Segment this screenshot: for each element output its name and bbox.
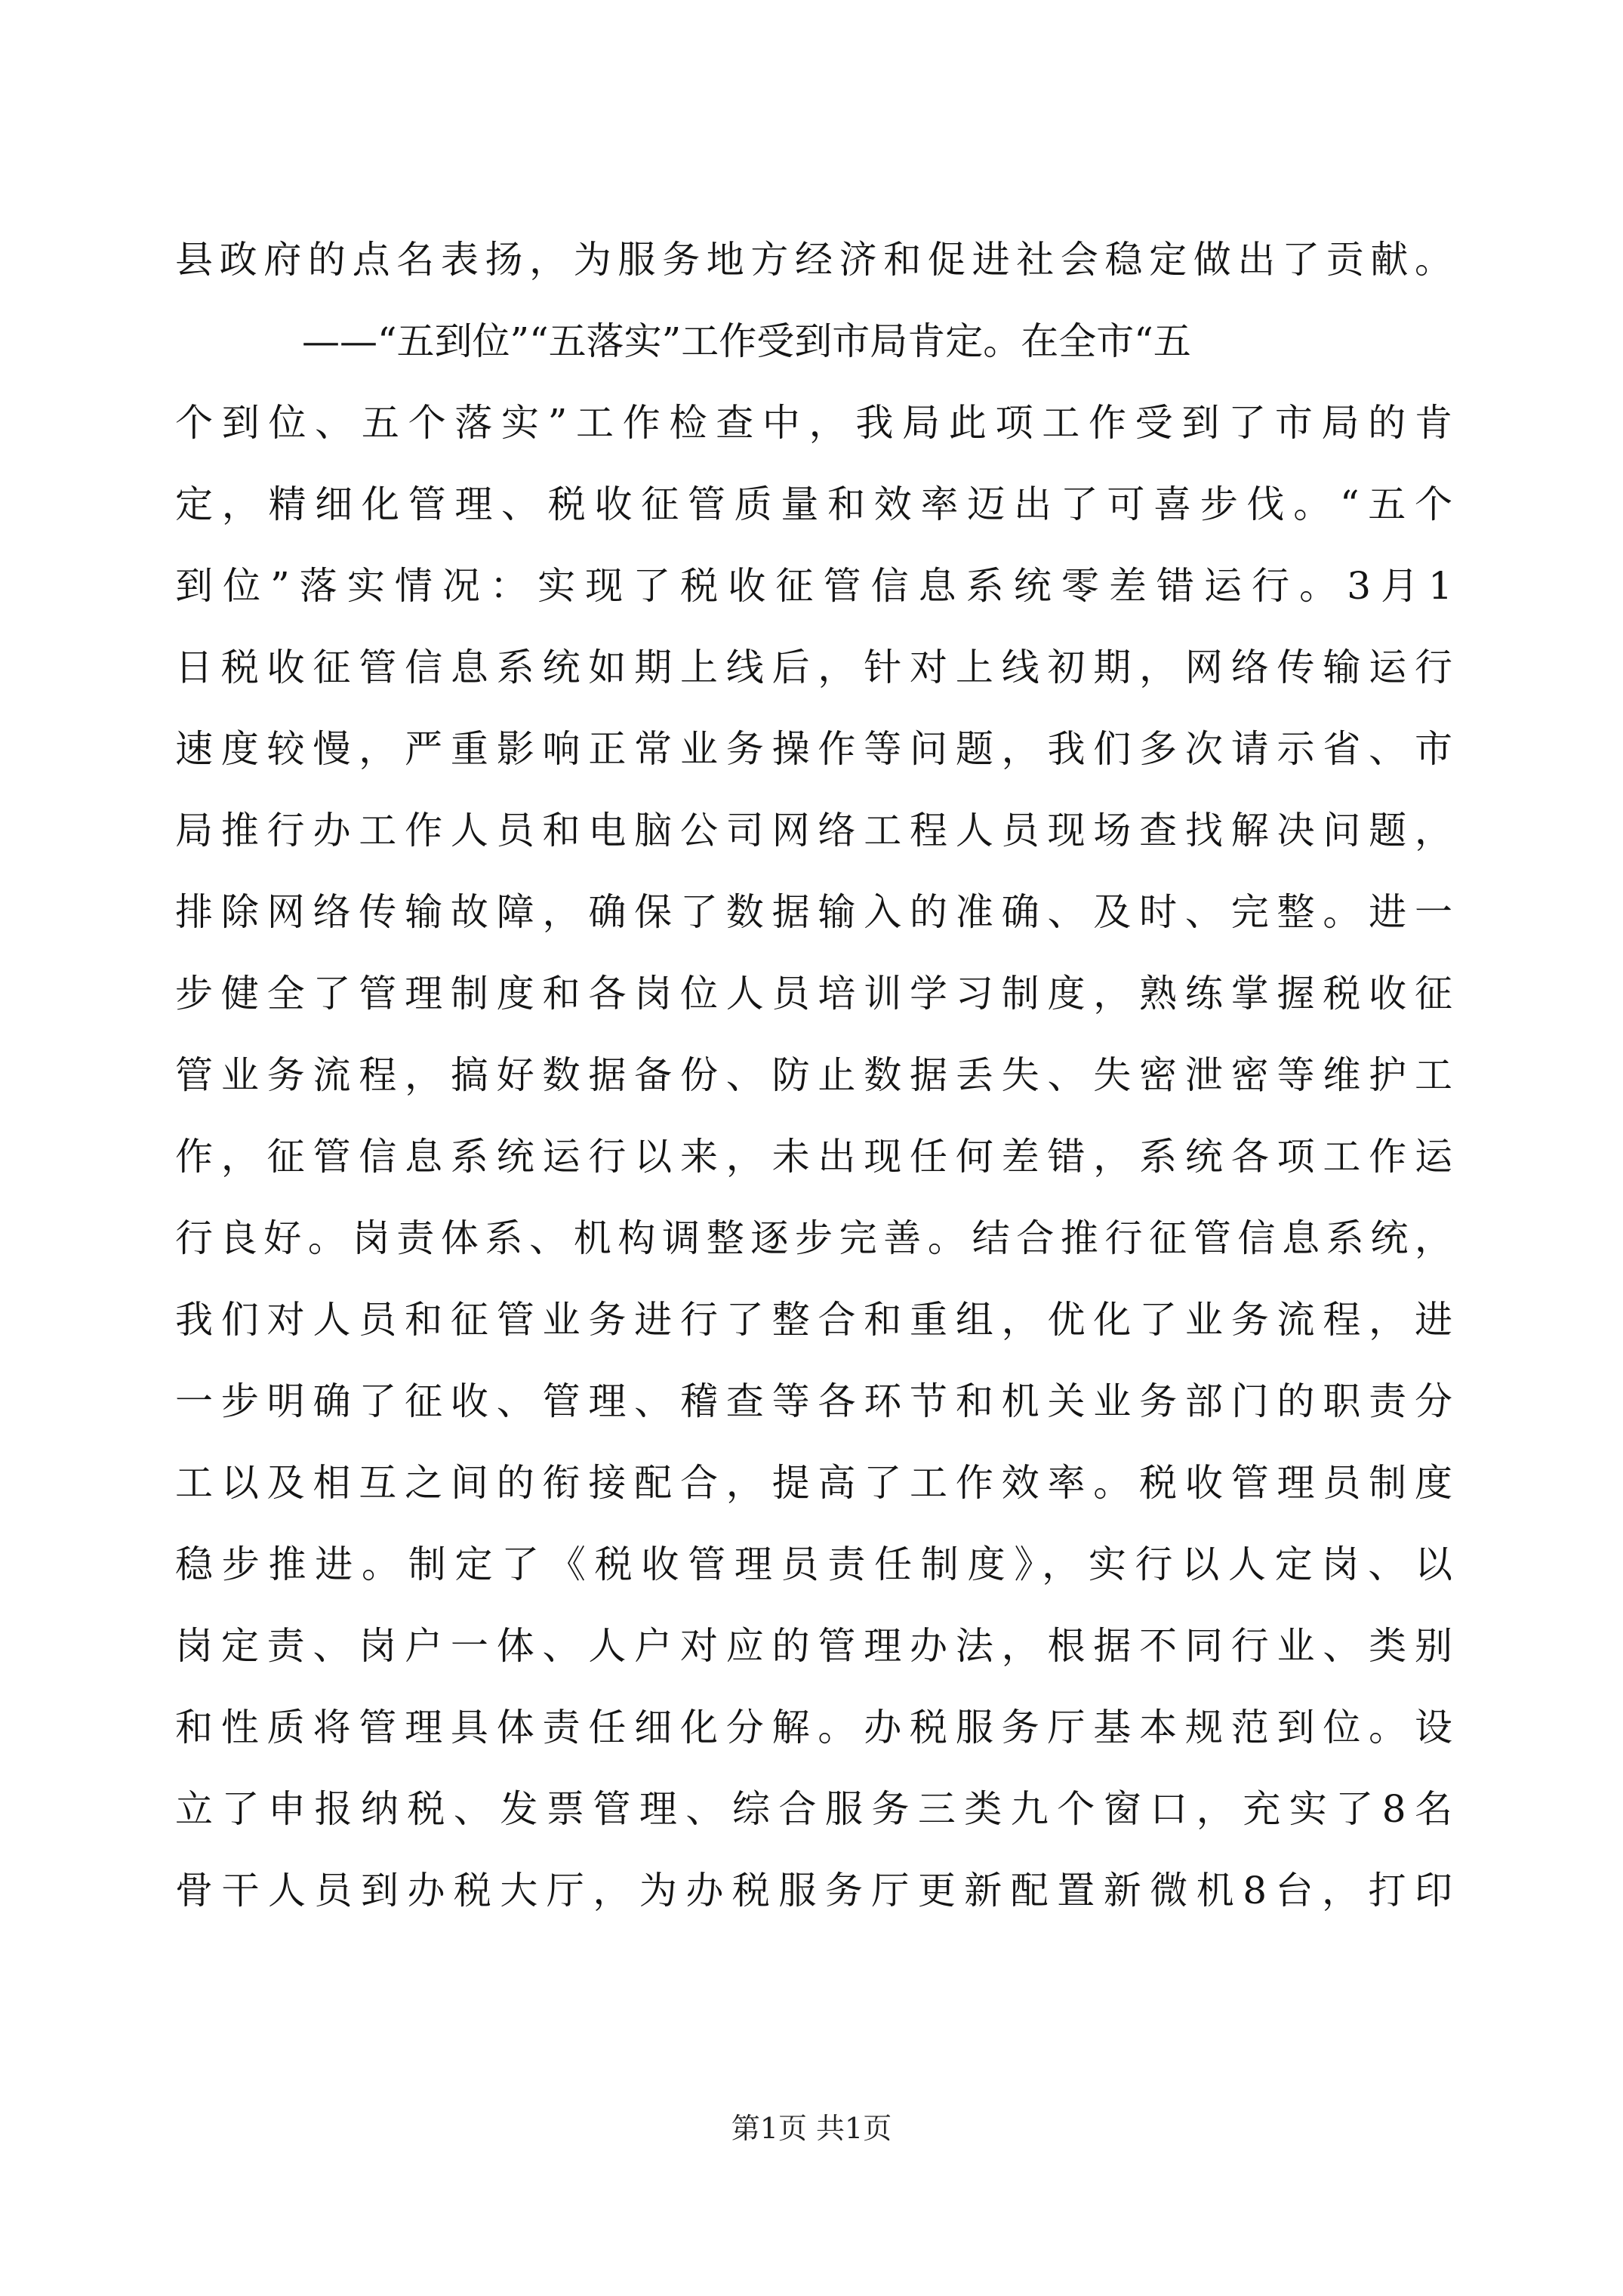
- text-line: 作，征管信息系统运行以来，未出现任何差错，系统各项工作运: [175, 1135, 1452, 1179]
- text-line: 管业务流程，搞好数据备份、防止数据丢失、失密泄密等维护工: [175, 1053, 1452, 1097]
- text-line: 个到位、五个落实”工作检查中，我局此项工作受到了市局的肯: [175, 401, 1452, 445]
- text-line: 步健全了管理制度和各岗位人员培训学习制度，熟练掌握税收征: [175, 972, 1452, 1015]
- text-line: 县政府的点名表扬，为服务地方经济和促进社会稳定做出了贡献。: [175, 238, 1452, 282]
- text-line: 定，精细化管理、税收征管质量和效率迈出了可喜步伐。“五个: [175, 482, 1452, 526]
- text-line: 岗定责、岗户一体、人户对应的管理办法，根据不同行业、类别: [175, 1624, 1452, 1668]
- text-line: 稳步推进。制定了《税收管理员责任制度》，实行以人定岗、以: [175, 1542, 1452, 1586]
- text-line: ——“五到位”“五落实”工作受到市局肯定。在全市“五: [302, 319, 1191, 363]
- text-line: 工以及相互之间的衔接配合，提高了工作效率。税收管理员制度: [175, 1461, 1452, 1505]
- page-number-footer: 第1页 共1页: [731, 2112, 892, 2145]
- text-line: 我们对人员和征管业务进行了整合和重组，优化了业务流程，进: [175, 1298, 1452, 1342]
- text-line: 和性质将管理具体责任细化分解。办税服务厅基本规范到位。设: [175, 1706, 1452, 1749]
- text-line: 行良好。岗责体系、机构调整逐步完善。结合推行征管信息系统，: [175, 1216, 1452, 1260]
- text-line: 一步明确了征收、管理、稽查等各环节和机关业务部门的职责分: [175, 1379, 1452, 1423]
- text-line: 骨干人员到办税大厅，为办税服务厅更新配置新微机8台，打印: [175, 1869, 1452, 1912]
- document-body: [175, 219, 1452, 1931]
- text-line: 日税收征管信息系统如期上线后，针对上线初期，网络传输运行: [175, 646, 1452, 689]
- text-line: 局推行办工作人员和电脑公司网络工程人员现场查找解决问题，: [175, 809, 1452, 852]
- text-line: 排除网络传输故障，确保了数据输入的准确、及时、完整。进一: [175, 890, 1452, 934]
- text-line: 立了申报纳税、发票管理、综合服务三类九个窗口，充实了8名: [175, 1787, 1452, 1831]
- text-line: 到位”落实情况：实现了税收征管信息系统零差错运行。3月1: [175, 564, 1452, 608]
- text-line: 速度较慢，严重影响正常业务操作等问题，我们多次请示省、市: [175, 727, 1452, 771]
